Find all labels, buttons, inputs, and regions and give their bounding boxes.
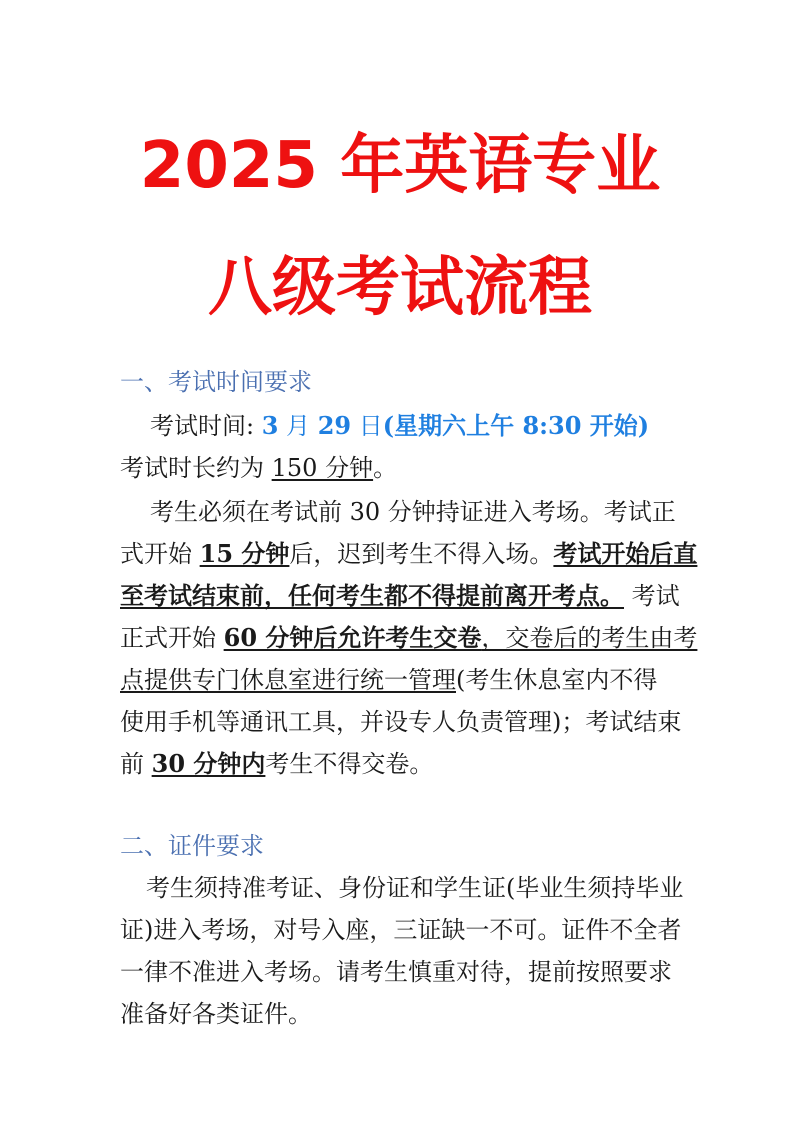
title-line-2: 八级考试流程 [208,251,592,325]
exam-month: 3 [261,411,279,440]
rules-line-7-a: 前 [120,750,152,778]
exam-day: 29 [317,411,352,440]
id-line-1: 考生须持准考证、身份证和学生证(毕业生须持毕业 [146,874,684,902]
exam-day-unit: 日 [351,412,383,440]
exam-time-line [150,410,649,442]
no-early-leave-start: 考试开始后直 [553,539,698,568]
duration-line [120,452,397,484]
rules-line-3-b: 考试 [624,582,680,610]
no-submit-window: 30 分钟内 [151,749,266,778]
title-line-1: 2025 年英语专业 [139,129,661,203]
rules-line-2 [120,538,697,570]
rules-line-4 [120,622,697,654]
rules-line-4-a: 正式开始 [120,624,224,652]
no-early-leave-rule: 至考试结束前，任何考生都不得提前离开考点。 [120,581,624,610]
rules-line-6: 使用手机等通讯工具，并设专人负责管理)；考试结束 [120,708,682,736]
rules-line-4-c: ，交卷后的考生由考 [481,624,698,652]
duration-suffix: 。 [373,454,398,482]
exam-month-unit: 月 [278,412,318,440]
id-line-4: 准备好各类证件。 [120,1000,312,1028]
rules-line-2-a: 式开始 [120,540,200,568]
rules-line-7 [120,748,433,780]
exam-detail-close: 开始) [581,411,650,440]
early-submit-rule: 60 分钟后允许考生交卷 [223,623,482,652]
exam-time-label: 考试时间: [150,412,262,440]
duration-value: 150 分钟 [271,454,374,482]
rules-line-5-b: (考生休息室内不得 [456,666,658,694]
rules-line-7-c: 考生不得交卷。 [265,750,434,778]
id-line-3: 一律不准进入考场。请考生慎重对待，提前按照要求 [120,958,672,986]
rules-line-5 [120,664,657,696]
duration-prefix: 考试时长约为 [120,454,272,482]
rules-line-3 [120,580,680,612]
rules-line-2-c: 后，迟到考生不得入场。 [289,540,554,568]
section-2-heading: 二、证件要求 [120,832,264,860]
exam-detail-open: (星期六上午 [382,411,523,440]
section-1-heading: 一、考试时间要求 [120,368,312,396]
rest-room-rule: 点提供专门休息室进行统一管理 [120,666,456,694]
rules-line-1: 考生必须在考试前 30 分钟持证进入考场。考试正 [150,498,676,526]
exam-start-time: 8:30 [522,411,582,440]
late-entry-limit: 15 分钟 [199,539,290,568]
id-line-2: 证)进入考场，对号入座，三证缺一不可。证件不全者 [120,916,682,944]
